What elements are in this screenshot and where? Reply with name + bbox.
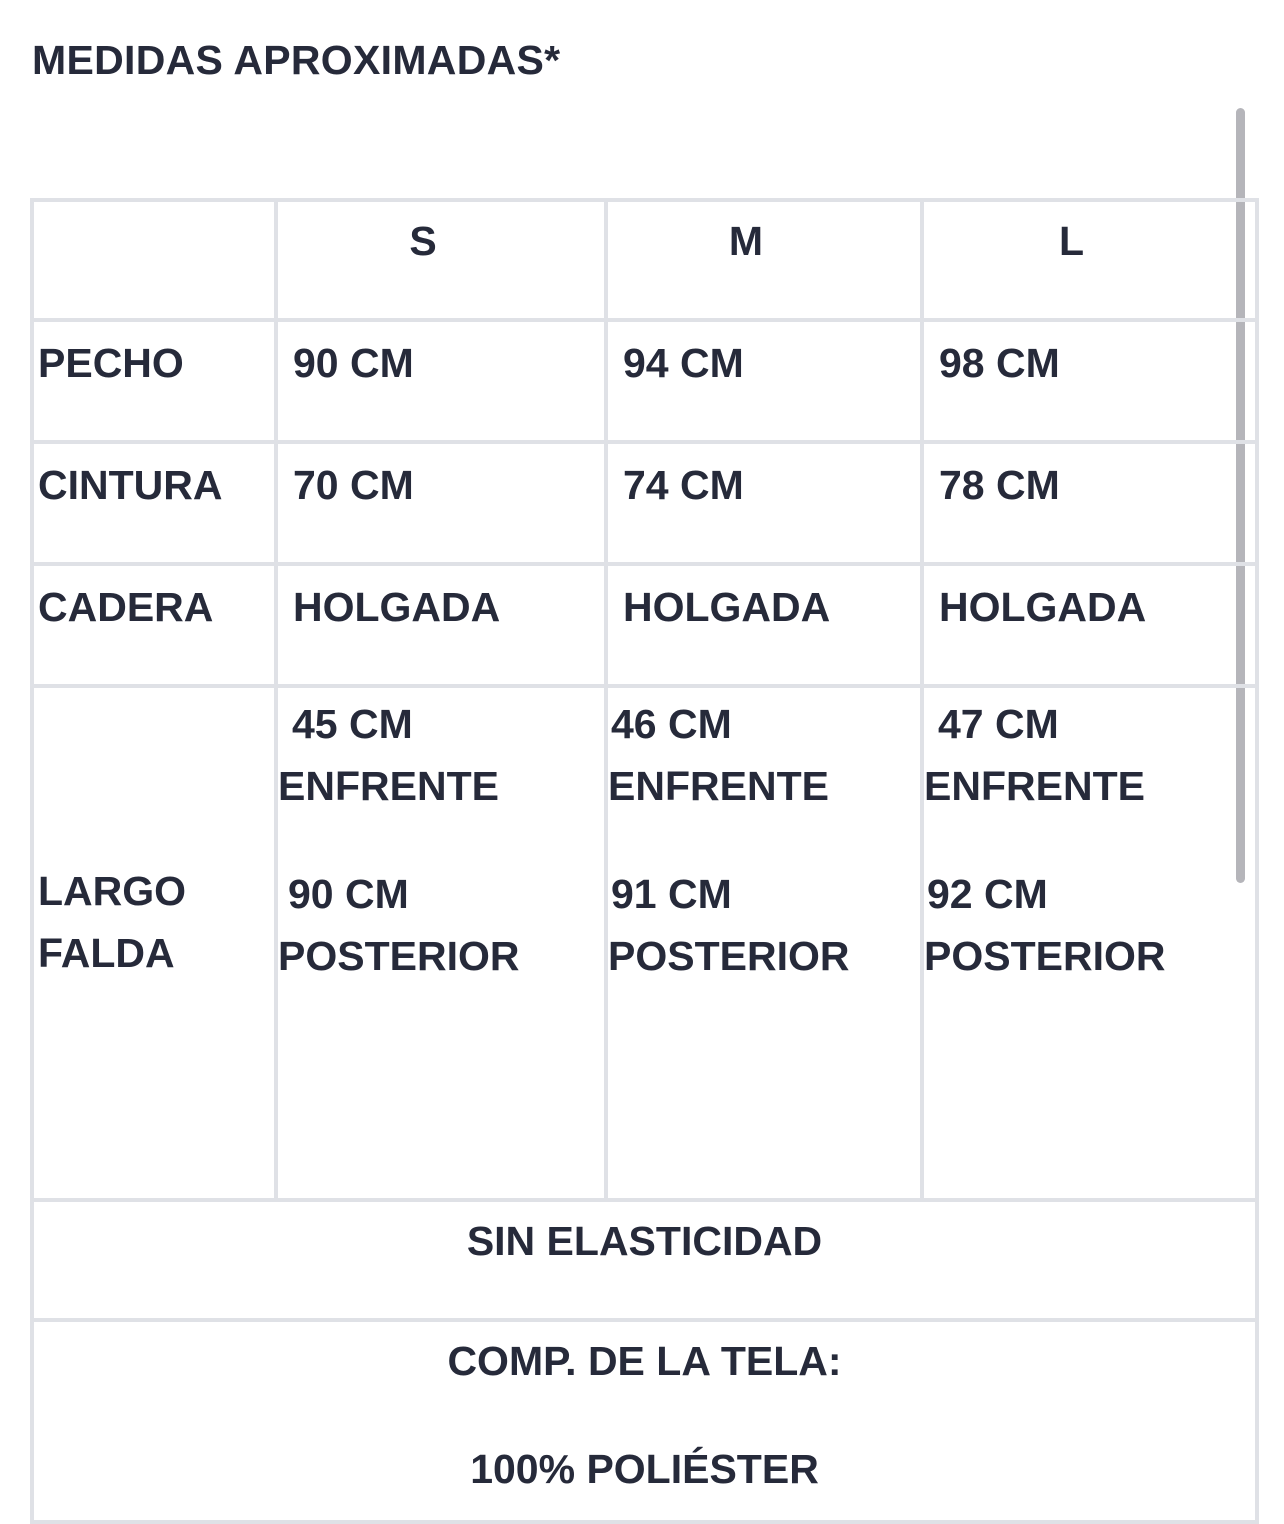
table-row-cadera bbox=[32, 564, 1257, 686]
cadera-m-value: HOLGADA bbox=[606, 564, 922, 686]
size-header-m: M bbox=[606, 200, 922, 320]
size-header-l: L bbox=[922, 200, 1257, 320]
empty-header-cell bbox=[32, 200, 276, 320]
page-title: MEDIDAS APROXIMADAS* bbox=[32, 37, 561, 83]
largo-l-back-measure: 92 CM bbox=[927, 871, 1048, 917]
largo-s-value bbox=[276, 686, 606, 1200]
largo-m-front-measure: 46 CM bbox=[611, 701, 732, 747]
largo-m-back-label: POSTERIOR bbox=[608, 933, 850, 979]
row-label-pecho: PECHO bbox=[32, 320, 276, 442]
cintura-m-value: 74 CM bbox=[606, 442, 922, 564]
table-row-largo-falda bbox=[32, 686, 1257, 1200]
composition-cell bbox=[32, 1320, 1257, 1522]
composition-label: COMP. DE LA TELA: bbox=[447, 1338, 842, 1384]
largo-s-front-label: ENFRENTE bbox=[278, 763, 499, 809]
table-row-elasticity bbox=[32, 1200, 1257, 1320]
table-row-pecho bbox=[32, 320, 1257, 442]
largo-m-back-measure: 91 CM bbox=[611, 871, 732, 917]
cintura-s-value: 70 CM bbox=[276, 442, 606, 564]
row-label-largo-falda bbox=[32, 686, 276, 1200]
largo-l-back-label: POSTERIOR bbox=[924, 933, 1166, 979]
elasticity-note: SIN ELASTICIDAD bbox=[32, 1200, 1257, 1320]
largo-l-front-label: ENFRENTE bbox=[924, 763, 1145, 809]
composition-value: 100% POLIÉSTER bbox=[470, 1446, 819, 1492]
cadera-s-value: HOLGADA bbox=[276, 564, 606, 686]
largo-m-value bbox=[606, 686, 922, 1200]
largo-m-front-label: ENFRENTE bbox=[608, 763, 829, 809]
row-label-cintura: CINTURA bbox=[32, 442, 276, 564]
size-header-row bbox=[32, 200, 1257, 320]
pecho-s-value: 90 CM bbox=[276, 320, 606, 442]
largo-l-value bbox=[922, 686, 1257, 1200]
largo-s-back-measure: 90 CM bbox=[288, 871, 409, 917]
row-label-largo: LARGO bbox=[38, 868, 187, 914]
largo-l-front-measure: 47 CM bbox=[938, 701, 1059, 747]
table-row-composition bbox=[32, 1320, 1257, 1522]
largo-s-front-measure: 45 CM bbox=[292, 701, 413, 747]
pecho-l-value: 98 CM bbox=[922, 320, 1257, 442]
size-header-s: S bbox=[276, 200, 606, 320]
size-chart-table bbox=[30, 198, 1259, 1524]
pecho-m-value: 94 CM bbox=[606, 320, 922, 442]
cintura-l-value: 78 CM bbox=[922, 442, 1257, 564]
cadera-l-value: HOLGADA bbox=[922, 564, 1257, 686]
table-row-cintura bbox=[32, 442, 1257, 564]
largo-s-back-label: POSTERIOR bbox=[278, 933, 520, 979]
row-label-falda: FALDA bbox=[38, 930, 175, 976]
row-label-cadera: CADERA bbox=[32, 564, 276, 686]
